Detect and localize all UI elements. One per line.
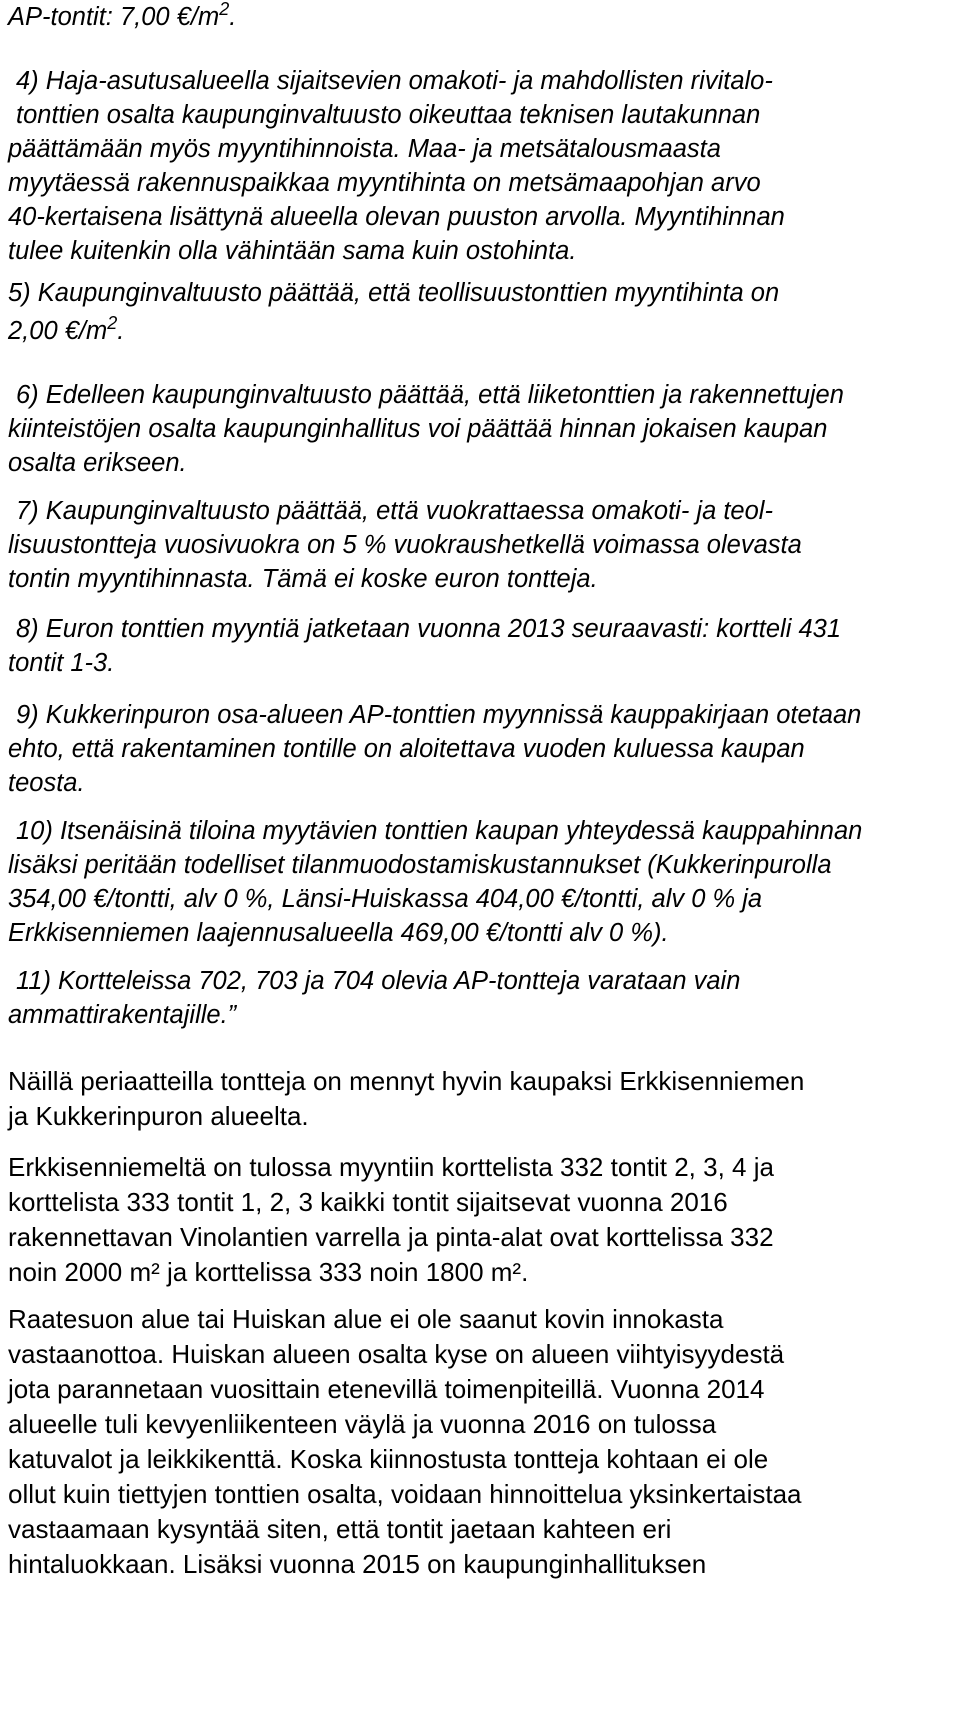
paragraph-8	[8, 612, 841, 680]
paragraph-line: 10) Itsenäisinä tiloina myytävien tonttien kaupan yhteydessä kauppahinnan	[16, 817, 863, 845]
superscript: 2	[107, 313, 118, 333]
paragraph-line: katuvalot ja leikkikenttä. Koska kiinnostusta tontteja kohtaan ei ole	[8, 1444, 769, 1474]
paragraph-line: Erkkisenniemen laajennusalueella 469,00 €/tontti alv 0 %).	[8, 919, 669, 947]
paragraph-line: 6) Edelleen kaupunginvaltuusto päättää, että liiketonttien ja rakennettujen	[16, 381, 844, 409]
paragraph-line: tontit 1-3.	[8, 649, 115, 677]
paragraph-line: Erkkisenniemeltä on tulossa myyntiin korttelista 332 tontit 2, 3, 4 ja	[8, 1152, 774, 1182]
superscript: 2	[219, 0, 230, 19]
commentary-paragraph-1	[8, 1064, 804, 1134]
paragraph-line: 9) Kukkerinpuron osa-alueen AP-tonttien myynnissä kauppakirjaan otetaan	[16, 701, 862, 729]
price-text: AP-tontit: 7,00 €/m	[8, 3, 220, 31]
paragraph-line: rakennettavan Vinolantien varrella ja pinta-alat ovat korttelissa 332	[8, 1222, 774, 1252]
paragraph-9	[8, 698, 861, 800]
paragraph-line: kiinteistöjen osalta kaupunginhallitus voi päättää hinnan jokaisen kaupan	[8, 415, 828, 443]
paragraph-line: 8) Euron tonttien myyntiä jatketaan vuonna 2013 seuraavasti: kortteli 431	[16, 615, 842, 643]
paragraph-line: 11) Kortteleissa 702, 703 ja 704 olevia AP-tontteja varataan vain	[16, 967, 741, 995]
paragraph-11	[8, 964, 740, 1032]
paragraph-line: vastaamaan kysyntää siten, että tontit jaetaan kahteen eri	[8, 1514, 672, 1544]
paragraph-line: osalta erikseen.	[8, 449, 187, 477]
paragraph-line: hintaluokkaan. Lisäksi vuonna 2015 on kaupunginhallituksen	[8, 1549, 707, 1579]
paragraph-line: 5) Kaupunginvaltuusto päättää, että teollisuustonttien myyntihinta on	[8, 279, 780, 307]
paragraph-line: ollut kuin tiettyjen tonttien osalta, voidaan hinnoittelua yksinkertaistaa	[8, 1479, 802, 1509]
paragraph-line: myytäessä rakennuspaikkaa myyntihinta on metsämaapohjan arvo	[8, 169, 761, 197]
paragraph-7	[8, 494, 802, 596]
paragraph-line: ammattirakentajille.”	[8, 1001, 237, 1029]
paragraph-line: tonttien osalta kaupunginvaltuusto oikeuttaa teknisen lautakunnan	[16, 101, 761, 129]
paragraph-line: Näillä periaatteilla tontteja on mennyt hyvin kaupaksi Erkkisenniemen	[8, 1066, 805, 1096]
paragraph-line: ja Kukkerinpuron alueelta.	[8, 1101, 309, 1131]
paragraph-line: teosta.	[8, 769, 85, 797]
paragraph-6	[8, 378, 844, 480]
paragraph-line: ehto, että rakentaminen tontille on aloitettava vuoden kuluessa kaupan	[8, 735, 805, 763]
paragraph-line: alueelle tuli kevyenliikenteen väylä ja vuonna 2016 on tulossa	[8, 1409, 717, 1439]
paragraph-line: päättämään myös myyntihinnoista. Maa- ja metsätalousmaasta	[8, 135, 721, 163]
paragraph-4	[8, 64, 785, 268]
price-end: .	[229, 3, 237, 31]
paragraph-line: lisuustontteja vuosivuokra on 5 % vuokraushetkellä voimassa olevasta	[8, 531, 802, 559]
paragraph-line: vastaanottoa. Huiskan alueen osalta kyse on alueen viihtyisyydestä	[8, 1339, 785, 1369]
paragraph-line: korttelista 333 tontit 1, 2, 3 kaikki tontit sijaitsevat vuonna 2016	[8, 1187, 728, 1217]
paragraph-line: 40-kertaisena lisättynä alueella olevan puuston arvolla. Myyntihinnan	[8, 203, 785, 231]
commentary-paragraph-3	[8, 1302, 801, 1582]
price-line-industrial	[8, 314, 779, 348]
paragraph-line: 7) Kaupunginvaltuusto päättää, että vuokrattaessa omakoti- ja teol-	[16, 497, 773, 525]
paragraph-line: noin 2000 m² ja korttelissa 333 noin 1800 m².	[8, 1257, 529, 1287]
paragraph-line: 354,00 €/tontti, alv 0 %, Länsi-Huiskassa 404,00 €/tontti, alv 0 % ja	[8, 885, 763, 913]
paragraph-10	[8, 814, 862, 950]
price-line-ap-tontit	[8, 0, 236, 34]
paragraph-line: tontin myyntihinnasta. Tämä ei koske euron tontteja.	[8, 565, 598, 593]
paragraph-5	[8, 276, 779, 348]
price-text: 2,00 €/m	[8, 317, 108, 345]
paragraph-line: Raatesuon alue tai Huiskan alue ei ole saanut kovin innokasta	[8, 1304, 724, 1334]
paragraph-line: tulee kuitenkin olla vähintään sama kuin ostohinta.	[8, 237, 577, 265]
commentary-paragraph-2	[8, 1150, 774, 1290]
paragraph-line: lisäksi peritään todelliset tilanmuodostamiskustannukset (Kukkerinpurolla	[8, 851, 832, 879]
paragraph-line: jota parannetaan vuosittain etenevillä toimenpiteillä. Vuonna 2014	[8, 1374, 765, 1404]
paragraph-line: 4) Haja-asutusalueella sijaitsevien omakoti- ja mahdollisten rivitalo-	[16, 67, 773, 95]
price-end: .	[117, 317, 125, 345]
